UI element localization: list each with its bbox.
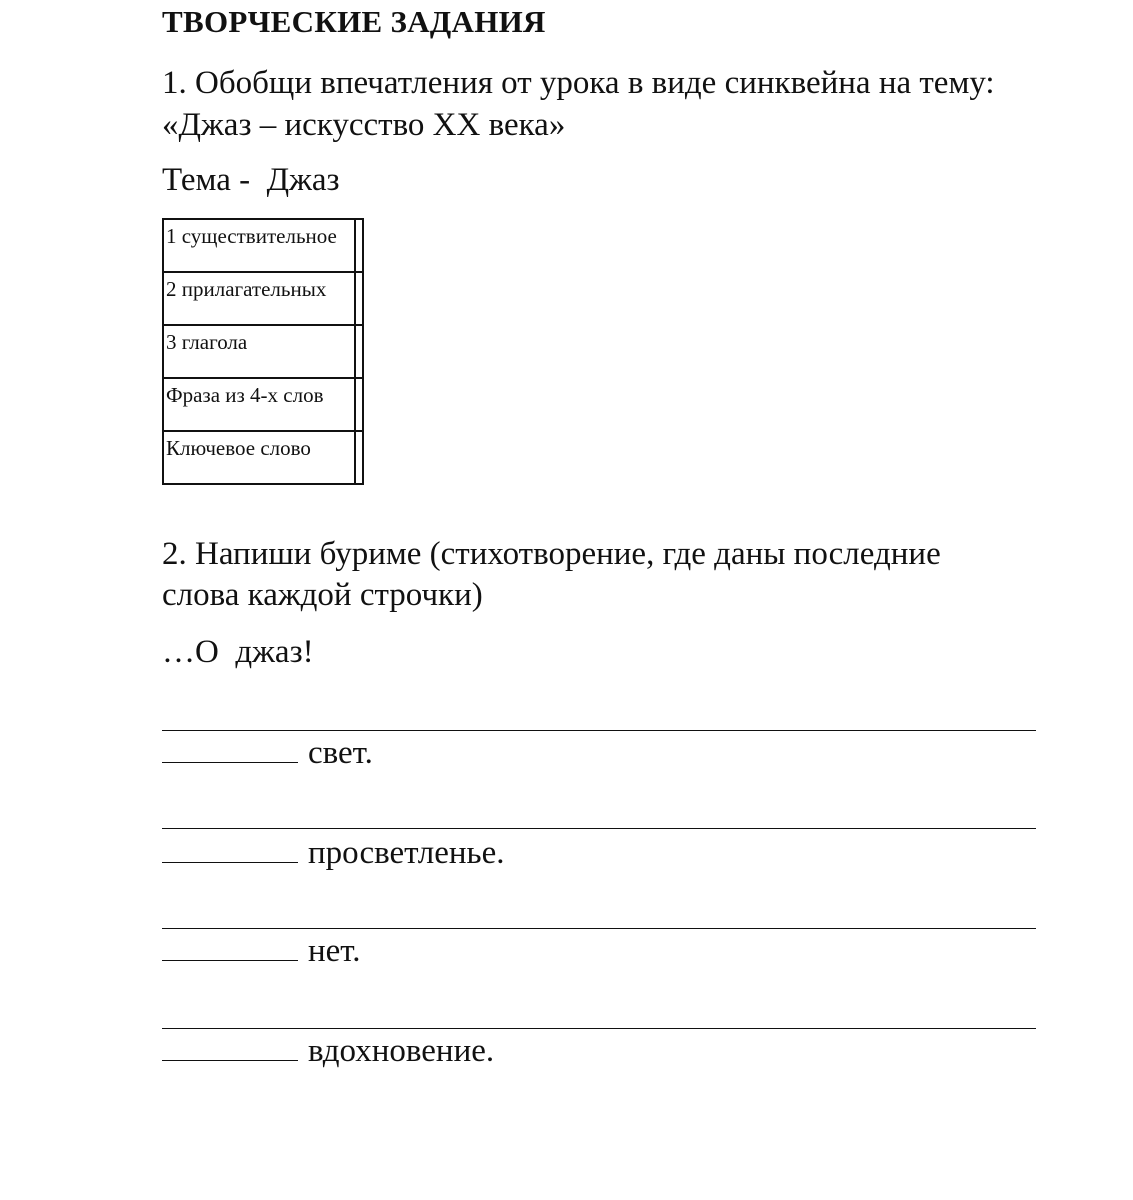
rhyme-ending: нет.	[308, 933, 361, 969]
table-row	[163, 378, 363, 431]
rhyme-ending: свет.	[308, 735, 373, 771]
task-2-instructions	[162, 534, 1042, 616]
rhyme-line	[162, 930, 361, 970]
blank-line[interactable]	[162, 732, 298, 763]
cinquain-row-label: Фраза из 4-х слов	[163, 378, 355, 431]
task-2-line-1: 2. Напиши буриме (стихотворение, где даны последние	[162, 536, 941, 572]
cinquain-answer-cell[interactable]	[355, 325, 363, 378]
page-title: ТВОРЧЕСКИЕ ЗАДАНИЯ	[162, 4, 546, 39]
cinquain-answer-cell[interactable]	[355, 272, 363, 325]
writing-line[interactable]	[162, 704, 1036, 731]
cinquain-row-label: 1 существительное	[163, 219, 355, 272]
worksheet-page	[162, 0, 1042, 1200]
blank-line[interactable]	[162, 1030, 298, 1061]
task-1-instructions	[162, 62, 1042, 146]
writing-line[interactable]	[162, 1000, 1036, 1029]
cinquain-row-label: 2 прилагательных	[163, 272, 355, 325]
cinquain-table	[162, 218, 364, 485]
task-1-line-2: «Джаз – искусство XX века»	[162, 107, 566, 143]
cinquain-row-label: Ключевое слово	[163, 431, 355, 484]
rhyme-ending: вдохновение.	[308, 1033, 495, 1069]
cinquain-answer-cell[interactable]	[355, 219, 363, 272]
topic-label: Тема - Джаз	[162, 162, 340, 198]
rhyme-ending: просветленье.	[308, 835, 505, 871]
writing-line[interactable]	[162, 902, 1036, 929]
table-row	[163, 219, 363, 272]
rhyme-line	[162, 732, 373, 772]
table-row	[163, 325, 363, 378]
table-row	[163, 272, 363, 325]
cinquain-row-label: 3 глагола	[163, 325, 355, 378]
task-2-line-2: слова каждой строчки)	[162, 577, 483, 613]
rhyme-line	[162, 1030, 494, 1070]
cinquain-answer-cell[interactable]	[355, 378, 363, 431]
blank-line[interactable]	[162, 832, 298, 863]
writing-line[interactable]	[162, 802, 1036, 829]
blank-line[interactable]	[162, 930, 298, 961]
rhyme-line	[162, 832, 505, 872]
task-1-line-1: 1. Обобщи впечатления от урока в виде синквейна на тему:	[162, 65, 995, 101]
cinquain-answer-cell[interactable]	[355, 431, 363, 484]
poem-opening: …О джаз!	[162, 634, 314, 670]
table-row	[163, 431, 363, 484]
